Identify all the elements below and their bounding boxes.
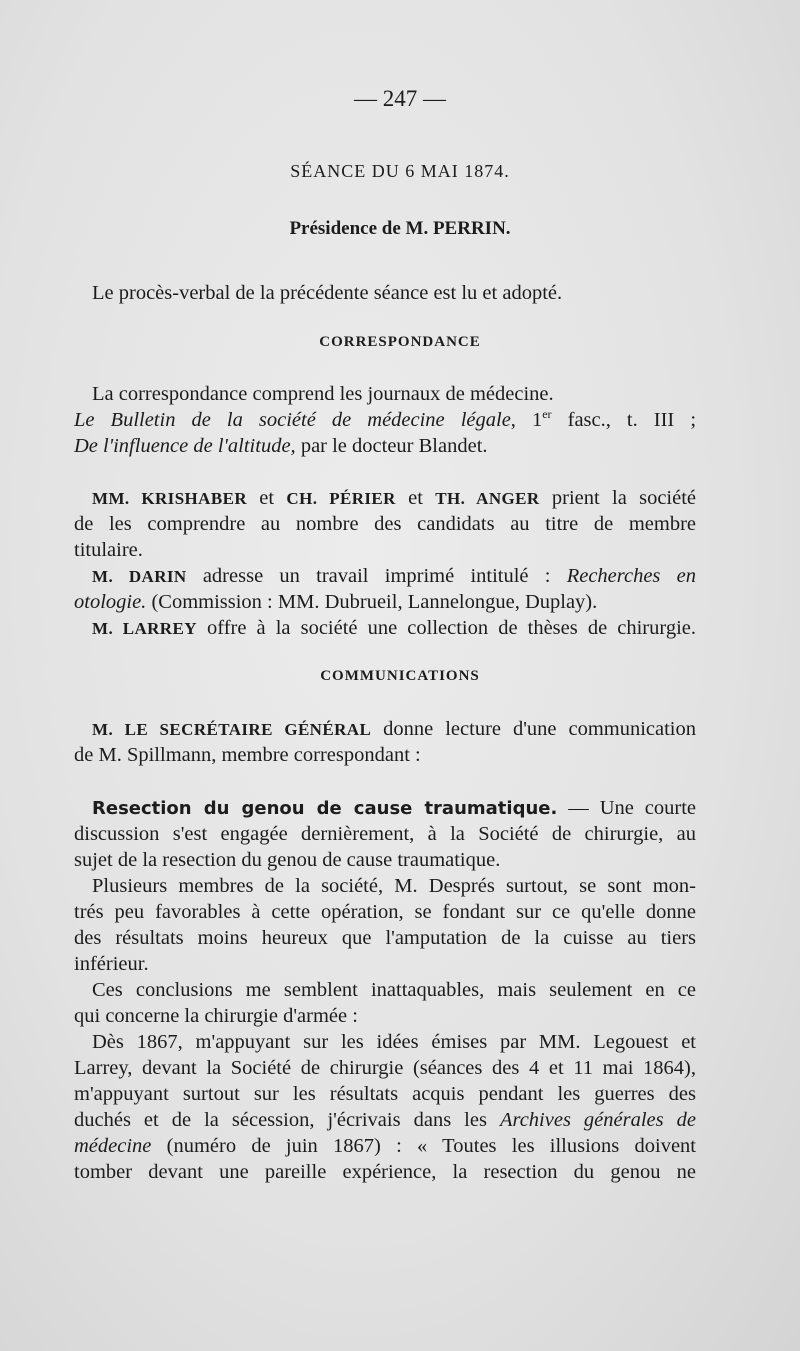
body-line: Larrey, devant la Société de chirurgie (séances des 4 et 11 mai 1864), [74,1057,696,1079]
body-line: discussion s'est engagée dernièrement, à la Société de chirurgie, au [74,823,696,845]
darin-line1: M. DARIN adresse un travail imprimé intitulé : Recherches en [92,565,697,587]
body-line: médecine (numéro de juin 1867) : « Toutes les illusions doivent [74,1135,696,1157]
body-line: inférieur. [74,953,149,975]
correspondance-line2: Le Bulletin de la société de médecine légale, 1er fasc., t. III ; [74,407,697,431]
bulletin-title: Le Bulletin de la société de médecine légale [74,409,511,431]
seance-title: SÉANCE DU 6 MAI 1874. [290,161,510,181]
body-line: m'appuyant surtout sur les résultats acquis pendant les guerres des [74,1083,696,1105]
communications-heading: COMMUNICATIONS [320,668,480,684]
intro-line1: M. LE SECRÉTAIRE GÉNÉRAL donne lecture d'une communication [92,718,696,740]
body-line: Plusieurs membres de la société, M. Després surtout, se sont mon- [92,875,696,897]
page-number: — 247 — [354,86,446,111]
body-line: trés peu favorables à cette opération, se fondant sur ce qu'elle donne [74,901,696,923]
body-line: des résultats moins heureux que l'amputation de la cuisse au tiers [74,927,696,949]
body-line: duchés et de la sécession, j'écrivais dans les Archives générales de [74,1109,696,1131]
body-line: sujet de la resection du genou de cause traumatique. [74,849,501,871]
article-title: Resection du genou de cause traumatique. [92,798,558,819]
candidates-line1: MM. KRISHABER et CH. PÉRIER et TH. ANGER prient la société [92,487,697,509]
influence-title: De l'influence de l'altitude, [74,435,296,457]
darin-line2: otologie. (Commission : MM. Dubrueil, Lannelongue, Duplay). [74,591,598,613]
body-line: qui concerne la chirurgie d'armée : [74,1005,358,1027]
article-title-line: Resection du genou de cause traumatique. — Une courte [92,797,696,819]
presidence: Présidence de M. PERRIN. [289,218,511,239]
correspondance-line3: De l'influence de l'altitude, par le docteur Blandet. [74,435,488,457]
body-line: Dès 1867, m'appuyant sur les idées émises par MM. Legouest et [92,1031,696,1053]
candidates-line3: titulaire. [74,539,143,561]
intro-line2: de M. Spillmann, membre correspondant : [74,744,421,766]
archives-title: Archives générales de [499,1109,696,1131]
larrey-line: M. LARREY offre à la société une collection de thèses de chirurgie. [92,617,696,639]
body-line: Ces conclusions me semblent inattaquables, mais seulement en ce [92,979,696,1001]
candidates-line2: de les comprendre au nombre des candidats au titre de membre [74,513,696,535]
proces-verbal: Le procès-verbal de la précédente séance est lu et adopté. [92,282,563,304]
body-line: tomber devant une pareille expérience, la resection du genou ne [74,1161,696,1183]
correspondance-heading: CORRESPONDANCE [319,334,481,350]
correspondance-line1: La correspondance comprend les journaux de médecine. [92,383,554,405]
